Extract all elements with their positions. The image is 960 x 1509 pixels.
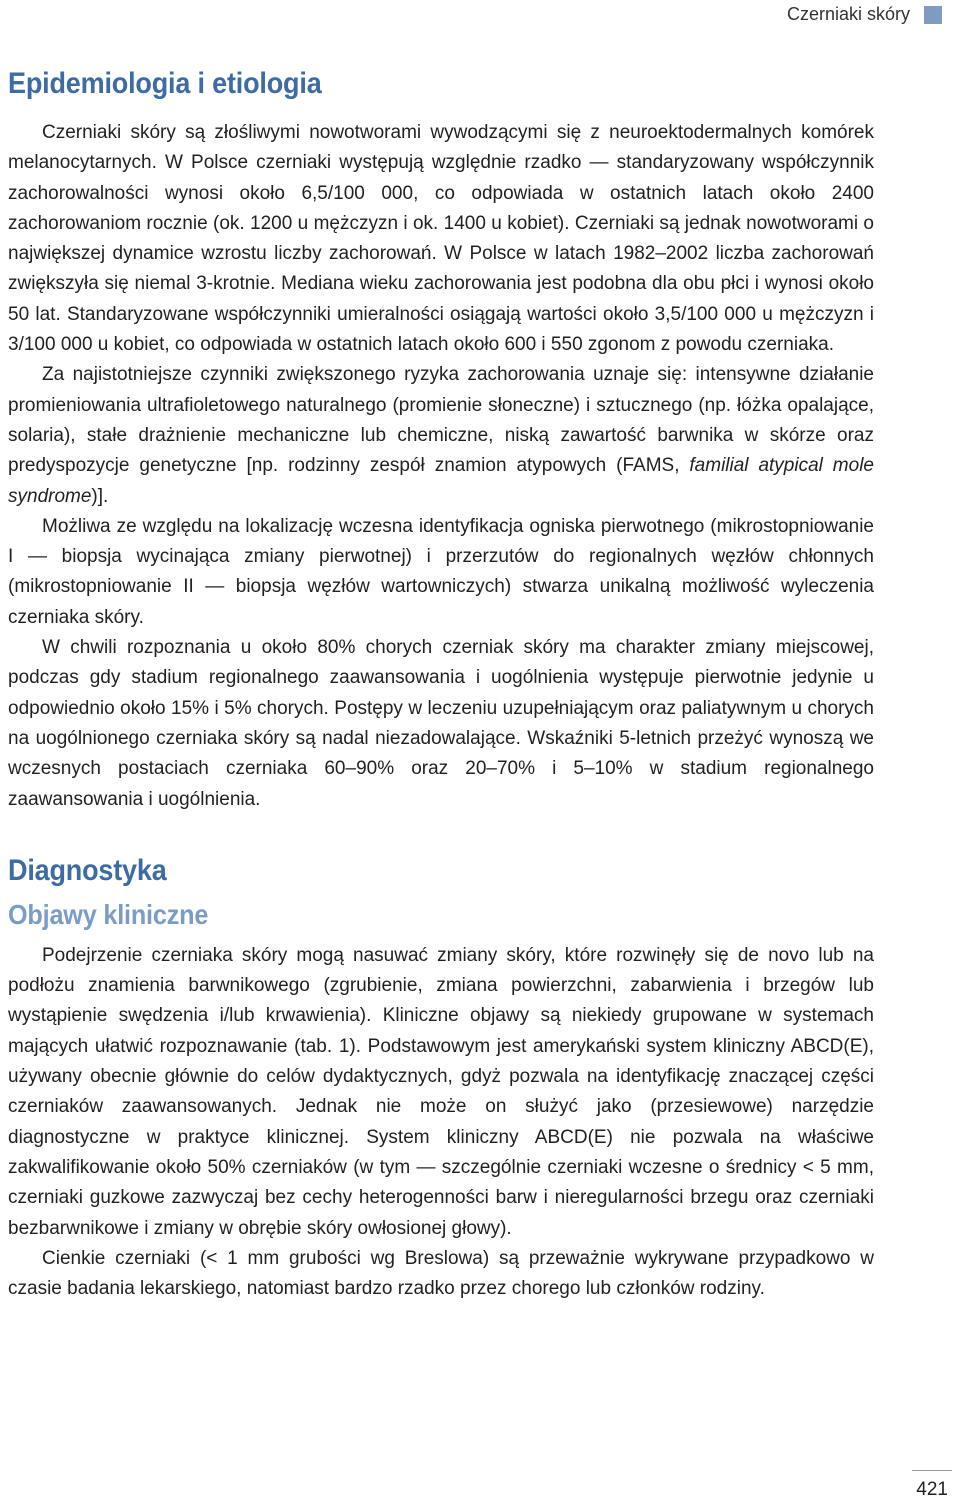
page-number: 421 (912, 1470, 952, 1509)
running-head-marker (924, 6, 942, 24)
section-epidemiology (8, 64, 874, 815)
paragraph-text-end: )]. (91, 485, 109, 507)
running-head (787, 4, 942, 25)
paragraph: Podejrzenie czerniaka skóry mogą nasuwać zmiany skóry, które rozwinęły się de novo lub na podłożu znamienia barwnikowego (zgrubienie, zmiana powierzchni, zabarwienia i brzegów lub wystąpienie swędzenia i/lub krwawienia). Kliniczne objawy są niekiedy grupowane w systemach mających ułatwić rozpoznawanie (tab. 1). Podstawowym jest amerykański system kliniczny ABCD(E), używany obecnie głównie do celów dydaktycznych, gdyż pozwala na identyfikację znaczącej części czerniaków zaawansowanych. Jednak nie może on służyć jako (przesiewowe) narzędzie diagnostyczne w praktyce klinicznej. System kliniczny ABCD(E) nie pozwala na właściwe zakwalifikowanie około 50% czerniaków (w tym — szczególnie czerniaki wczesne o średnicy < 5 mm, czerniaki guzkowe zazwyczaj bez cechy heterogenności barw i nieregularności brzegu oraz czerniaki bezbarwnikowe i zmiany w obrębie skóry owłosionej głowy). (8, 944, 874, 1239)
paragraph-italic: familial atypical mole syndrome (8, 455, 874, 507)
paragraph: W chwili rozpoznania u około 80% chorych czerniak skóry ma charakter zmiany miejscowej, podczas gdy stadium regionalnego zaawansowania i uogólnienia występuje pierwotnie jedynie u odpowiednio około 15% i 5% chorych. Postępy w leczeniu uzupełniającym oraz paliatywnym u chorych na uogólnionego czerniaka skóry są nadal niezadowalające. Wskaźniki 5-letnich przeżyć wynoszą we wczesnych postaciach czerniaka 60–90% oraz 20–70% i 5–10% w stadium regionalnego zaawansowania i uogólnienia. (8, 637, 874, 810)
running-head-title: Czerniaki skóry (786, 4, 910, 24)
subsection-heading: Objawy kliniczne (8, 898, 209, 930)
section-heading: Epidemiologia i etiologia (8, 67, 322, 100)
paragraph: Czerniaki skóry są złośliwymi nowotworami wywodzącymi się z neuroektodermalnych komórek melanocytarnych. W Polsce czerniaki występują względnie rzadko — standaryzowany współczynnik zachorowalności wynosi około 6,5/100 000, co odpowiada w ostatnich latach około 2400 zachorowaniom rocznie (ok. 1200 u mężczyzn i ok. 1400 u kobiet). Czerniaki są jednak nowotworami o największej dynamice wzrostu liczby zachorowań. W Polsce w latach 1982–2002 liczba zachorowań zwiększyła się niemal 3-krotnie. Mediana wieku zachorowania jest podobna dla obu płci i wynosi około 50 lat. Standaryzowane współczynniki umieralności osiągają wartości około 3,5/100 000 u mężczyzn i 3/100 000 u kobiet, co odpowiada w ostatnich latach około 600 i 550 zgonom z powodu czerniaka. (8, 122, 874, 356)
paragraph: Możliwa ze względu na lokalizację wczesna identyfikacja ogniska pierwotnego (mikrostopniowanie I — biopsja wycinająca zmiany pierwotnej) i przerzutów do regionalnych węzłów chłonnych (mikrostopniowanie II — biopsja węzłów wartowniczych) stwarza unikalną możliwość wyleczenia czerniaka skóry. (8, 515, 874, 628)
paragraph: Cienkie czerniaki (< 1 mm grubości wg Breslowa) są przeważnie wykrywane przypadkowo w czasie badania lekarskiego, natomiast bardzo rzadko przez chorego lub członków rodziny. (8, 1247, 874, 1300)
paragraph (8, 360, 874, 511)
section-diagnostics (8, 851, 874, 1305)
page-content (8, 64, 874, 1304)
paragraph-text: Za najistotniejsze czynniki zwiększonego ryzyka zachorowania uznaje się: intensywne działanie promieniowania ultrafioletowego naturalnego (promienie słoneczne) i sztucznego (np. łóżka opalające, solaria), stałe drażnienie mechaniczne lub chemiczne, niską zawartość barwnika w skórze oraz predyspozycje genetyczne [np. rodzinny zespół znamion atypowych (FAMS, (8, 364, 874, 477)
section-spacer (8, 815, 874, 851)
section-heading: Diagnostyka (8, 853, 167, 887)
